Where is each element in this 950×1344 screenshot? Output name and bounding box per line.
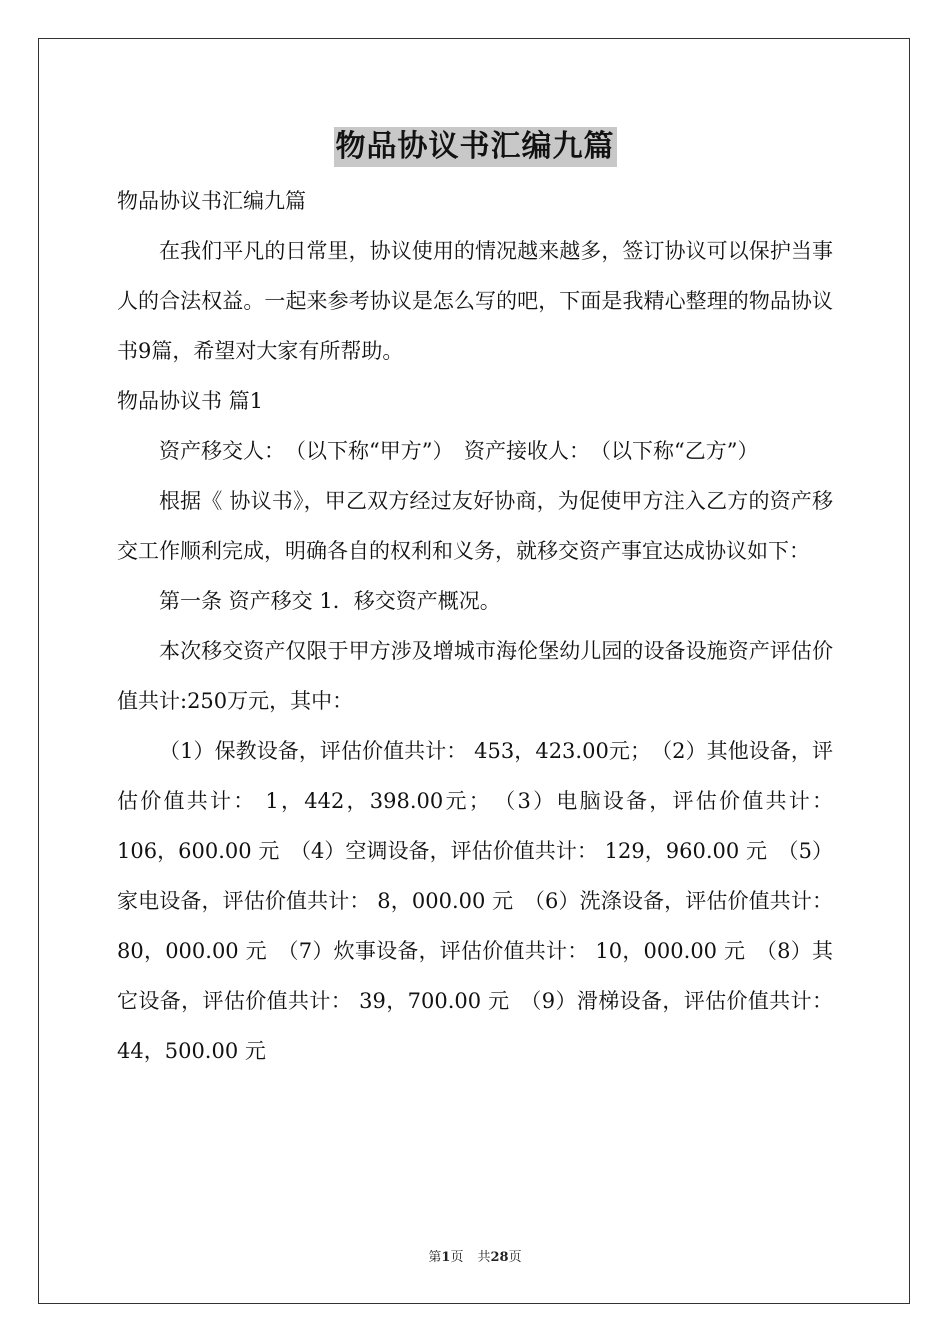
basis-paragraph: 根据《 协议书》，甲乙双方经过友好协商，为促使甲方注入乙方的资产移交工作顺利完成，明确各自的权利和义务，就移交资产事宜达成协议如下： [117, 489, 833, 563]
footer-page-prefix: 第 [428, 1250, 442, 1265]
article-one-heading: 第一条 资产移交 1．移交资产概况。 [159, 589, 501, 613]
footer-page-current: 1 [441, 1250, 451, 1265]
footer-page-total: 28 [490, 1250, 509, 1265]
asset-scope-paragraph: 本次移交资产仅限于甲方涉及增城市海伦堡幼儿园的设备设施资产评估价值共计:250万元，其中： [117, 639, 833, 713]
footer-page-suffix: 页 [450, 1250, 464, 1265]
title-container [0, 127, 950, 167]
document-title: 物品协议书汇编九篇 [334, 127, 617, 167]
asset-list-paragraph: （1）保教设备，评估价值共计： 453，423.00元； （2）其他设备，评估价值共计： 1，442，398.00元； （3）电脑设备，评估价值共计： 106，600.00 元 （4）空调设备，评估价值共计： 129，960.00 元 （5）家电设备，评估价值共计： 8，000.00 元 （6）洗涤设备，评估价值共计： 80，000.00 元 （7）炊事设备，评估价值共计： 10，000.00 元 （8）其它设备，评估价值共计： 39，700.00 元 （9）滑梯设备，评估价值共计： 44，500.00 元 [117, 739, 833, 1063]
document-body [117, 176, 833, 1076]
subtitle-line: 物品协议书汇编九篇 [117, 189, 306, 213]
footer-total-prefix: 共 [477, 1250, 491, 1265]
intro-paragraph: 在我们平凡的日常里，协议使用的情况越来越多，签订协议可以保护当事人的合法权益。一起来参考协议是怎么写的吧，下面是我精心整理的物品协议书9篇，希望对大家有所帮助。 [117, 239, 833, 363]
page-footer [0, 1246, 950, 1265]
parties-paragraph: 资产移交人： （以下称“甲方”） 资产接收人： （以下称“乙方”） [159, 439, 759, 463]
footer-total-suffix: 页 [508, 1250, 522, 1265]
section-heading: 物品协议书 篇1 [117, 389, 264, 413]
